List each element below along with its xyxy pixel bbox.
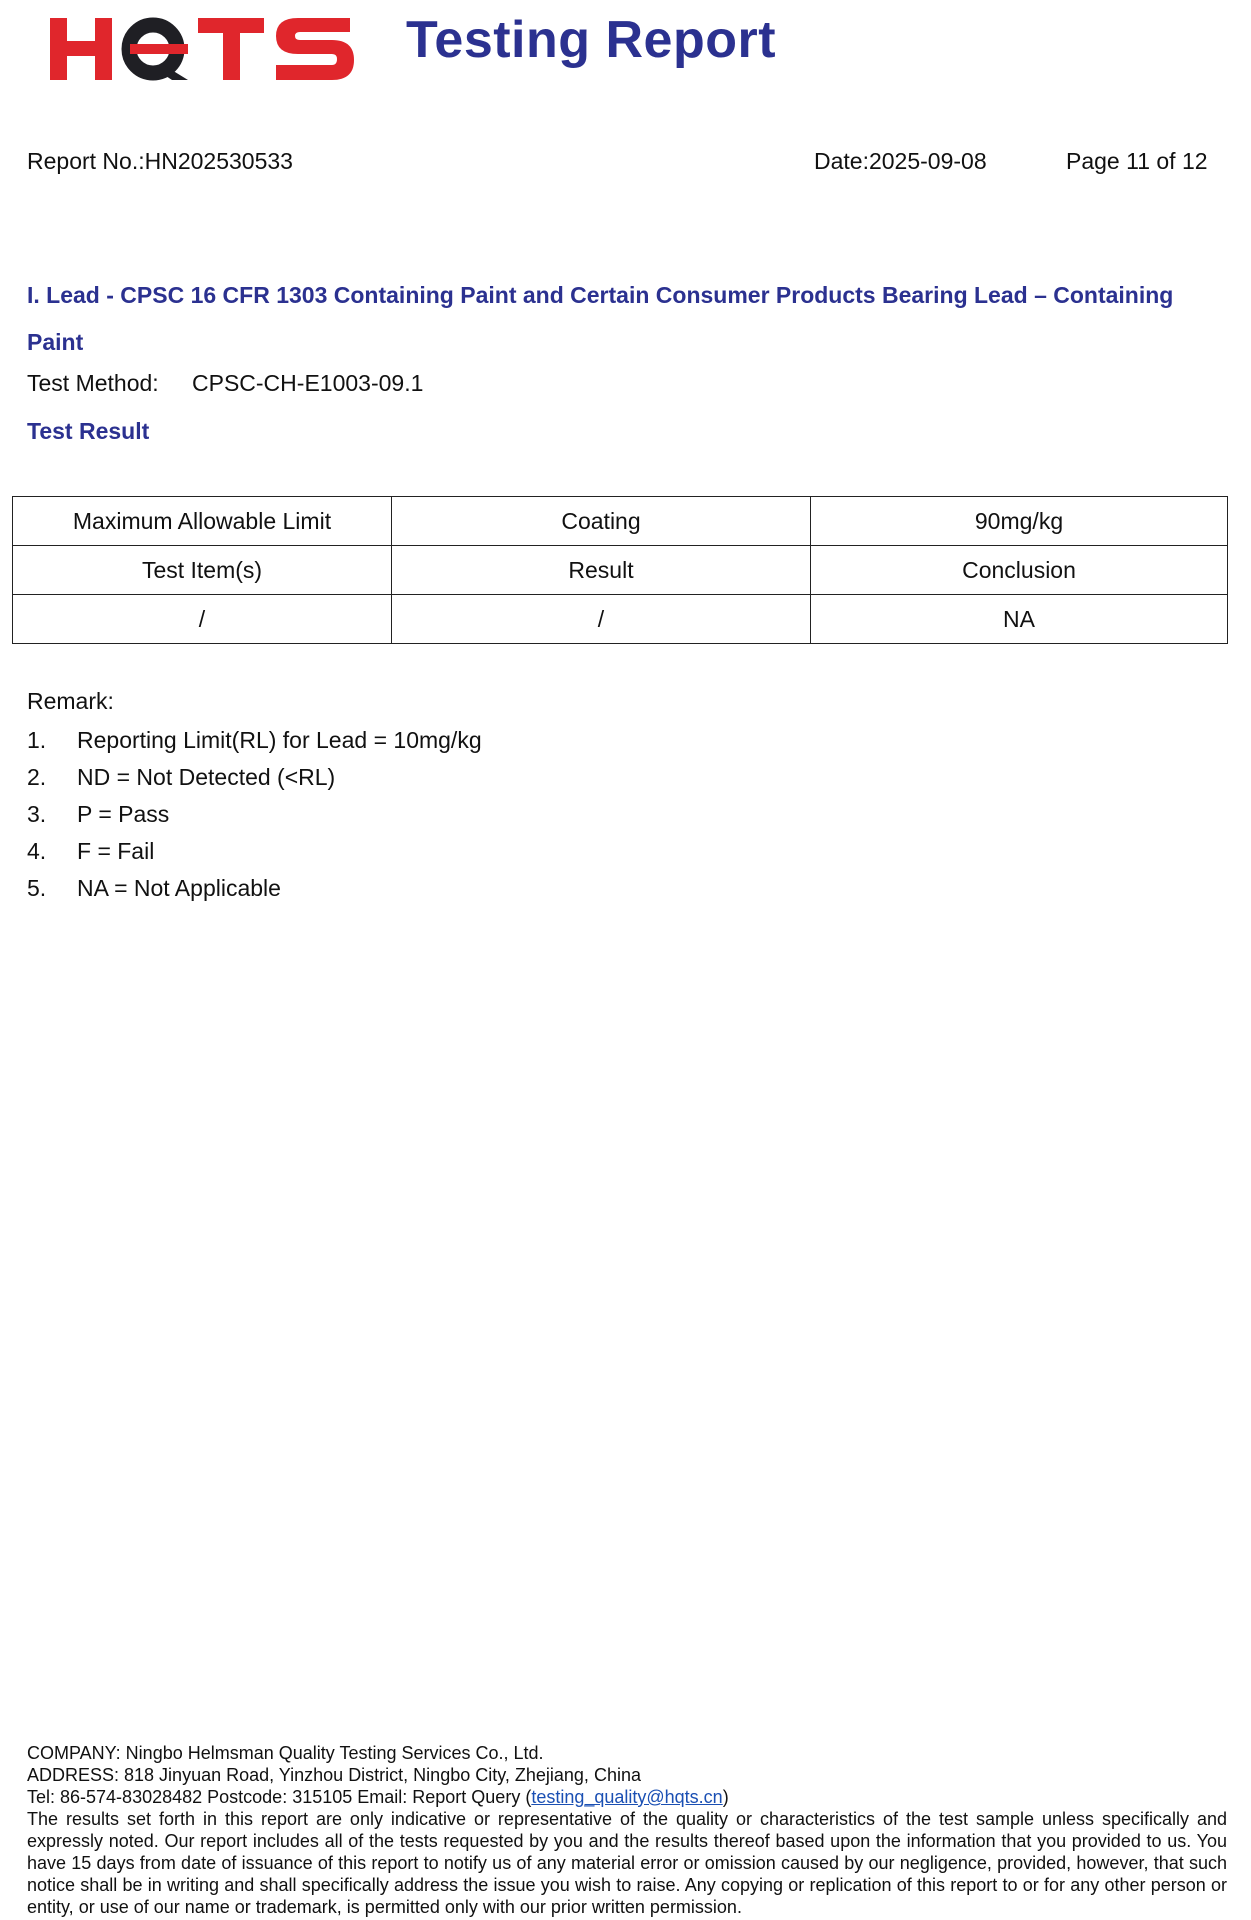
footer-contact-prefix: Tel: 86-574-83028482 Postcode: 315105 Email: Report Query (	[27, 1787, 532, 1807]
remark-number: 5.	[27, 875, 47, 901]
hqts-logo	[50, 14, 360, 84]
table-cell: Result	[392, 546, 811, 595]
list-item	[27, 796, 482, 833]
report-date: Date:2025-09-08	[814, 148, 987, 174]
footer-company: COMPANY: Ningbo Helmsman Quality Testing Services Co., Ltd.	[27, 1743, 544, 1763]
table-cell: Maximum Allowable Limit	[13, 497, 392, 546]
remark-number: 2.	[27, 764, 47, 790]
list-item	[27, 833, 482, 870]
footer-address: ADDRESS: 818 Jinyuan Road, Yinzhou District, Ningbo City, Zhejiang, China	[27, 1765, 641, 1785]
table-cell: Coating	[392, 497, 811, 546]
remark-number: 4.	[27, 838, 47, 864]
footer	[27, 1742, 1227, 1918]
remark-text: P = Pass	[77, 801, 170, 827]
remark-text: NA = Not Applicable	[77, 875, 281, 901]
report-title: Testing Report	[406, 11, 777, 69]
footer-contact-suffix: )	[722, 1787, 729, 1807]
test-method-label: Test Method:	[27, 370, 159, 396]
table-row	[13, 497, 1228, 546]
table-cell: /	[392, 595, 811, 644]
test-method-value: CPSC-CH-E1003-09.1	[192, 370, 424, 396]
section-title: I. Lead - CPSC 16 CFR 1303 Containing Paint and Certain Consumer Products Bearing Lead – Containing Paint	[27, 282, 1174, 355]
table-cell: /	[13, 595, 392, 644]
table-row	[13, 595, 1228, 644]
remark-title: Remark:	[27, 688, 114, 714]
remark-number: 1.	[27, 727, 47, 753]
list-item	[27, 870, 482, 907]
test-method	[27, 370, 424, 397]
remark-list	[27, 722, 482, 907]
email-link[interactable]: testing_quality@hqts.cn	[531, 1787, 723, 1807]
remark-text: F = Fail	[77, 838, 155, 864]
list-item	[27, 759, 482, 796]
footer-disclaimer: The results set forth in this report are only indicative or representative of the quality or characteristics of the test sample unless specifically and expressly noted. Our report includes all of the tests requested by you and the results thereof based upon the information that you provided to us. You have 15 days from date of issuance of this report to notify us of any material error or omission caused by our negligence, provided, however, that such notice shall be in writing and shall specifically address the issue you wish to raise. Any copying or replication of this report to or for any other person or entity, or use of our name or trademark, is permitted only with our prior written permission.	[27, 1809, 1227, 1917]
test-result-heading: Test Result	[27, 418, 150, 444]
page-number: Page 11 of 12	[1066, 148, 1208, 174]
table-cell: 90mg/kg	[811, 497, 1228, 546]
table-cell: Conclusion	[811, 546, 1228, 595]
table-cell: NA	[811, 595, 1228, 644]
report-number: Report No.:HN202530533	[27, 148, 293, 174]
table-cell: Test Item(s)	[13, 546, 392, 595]
test-result-table	[12, 496, 1228, 644]
footer-contact	[27, 1786, 1227, 1808]
list-item	[27, 722, 482, 759]
remark-text: ND = Not Detected (<RL)	[77, 764, 336, 790]
table-row	[13, 546, 1228, 595]
remark-number: 3.	[27, 801, 47, 827]
remark-text: Reporting Limit(RL) for Lead = 10mg/kg	[77, 727, 482, 753]
